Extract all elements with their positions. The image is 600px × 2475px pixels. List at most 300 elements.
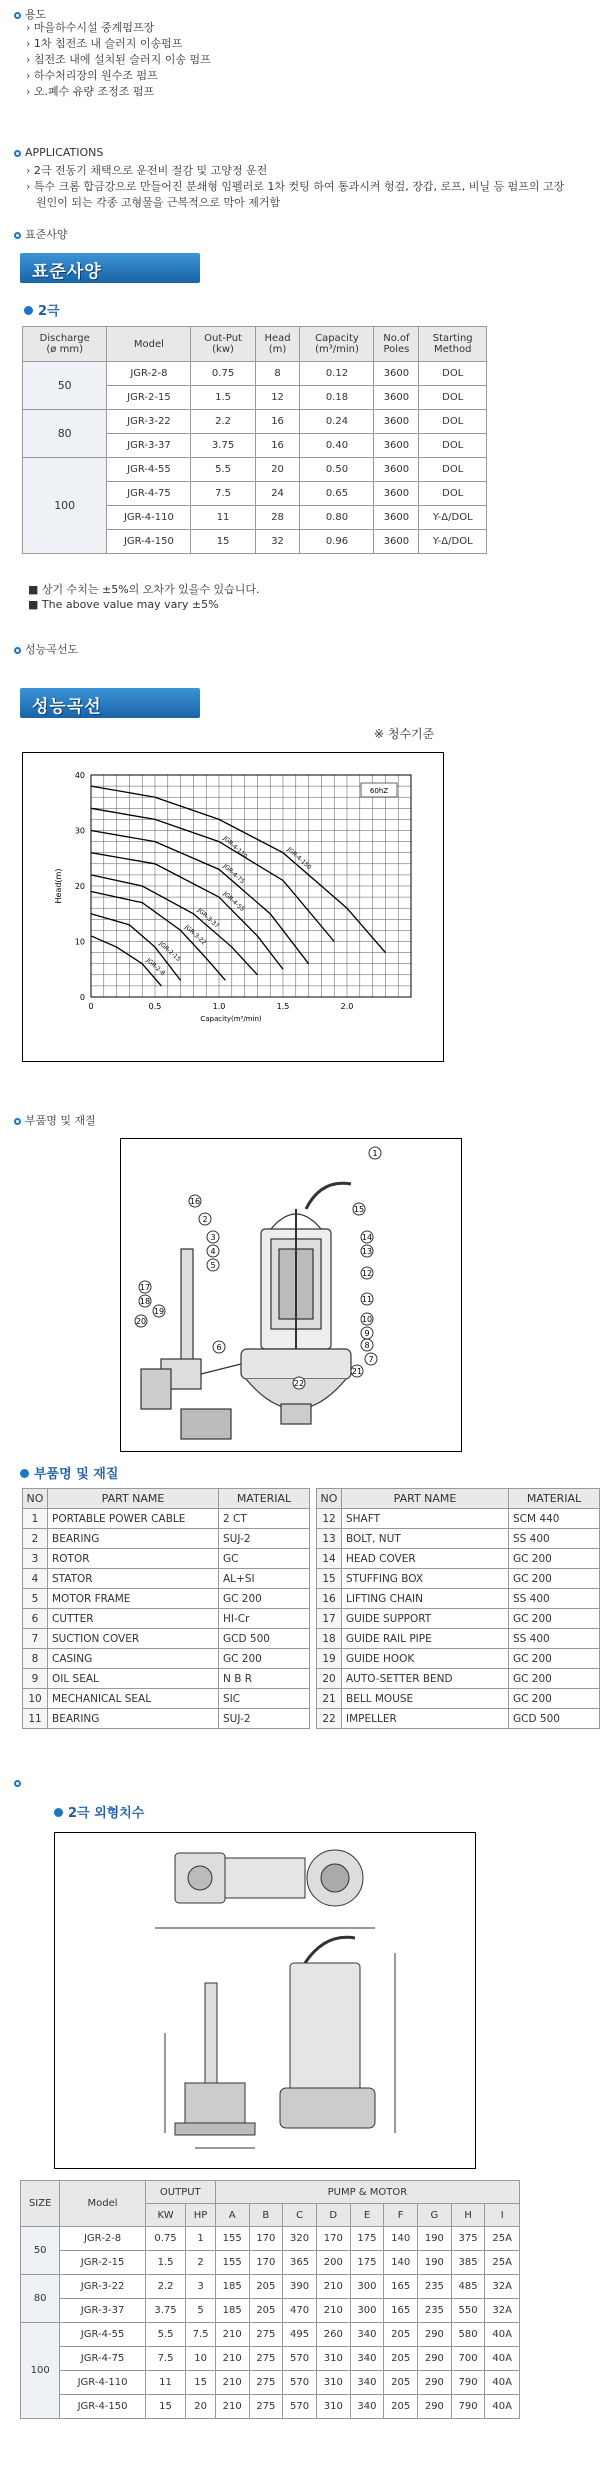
table-cell: ROTOR [48,1549,219,1569]
size-cell: 100 [21,2323,60,2419]
table-cell: 290 [418,2347,452,2371]
table-cell: 340 [350,2323,384,2347]
column-header: OUTPUT [145,2181,215,2204]
table-cell: 7.5 [145,2347,186,2371]
table-cell: PORTABLE POWER CABLE [48,1509,219,1529]
table-cell: 375 [451,2227,485,2251]
table-cell: 700 [451,2347,485,2371]
table-cell: 340 [350,2371,384,2395]
table-cell: 5 [23,1589,48,1609]
callout-number: 16 [189,1197,201,1206]
table-row [317,1569,600,1589]
x-tick-label: 1.5 [276,1002,290,1011]
table-cell: 290 [418,2371,452,2395]
column-header: H [451,2204,485,2227]
table-header-row [317,1489,600,1509]
table-cell: GC 200 [219,1589,310,1609]
table-cell: GC [219,1549,310,1569]
callout-number: 5 [210,1261,216,1270]
spec-table [22,326,487,554]
table-cell: OIL SEAL [48,1669,219,1689]
table-cell: 155 [215,2251,249,2275]
table-cell: 0.65 [300,482,374,506]
table-cell: 40A [485,2371,520,2395]
table-cell: 32A [485,2299,520,2323]
callout-number: 18 [139,1297,151,1306]
discharge-cell: 100 [23,458,107,554]
column-header: SIZE [21,2181,60,2227]
table-cell: GUIDE RAIL PIPE [342,1629,509,1649]
table-cell: JGR-2-8 [107,362,191,386]
table-cell: 32 [255,530,300,554]
table-row [23,1549,310,1569]
table-cell: 205 [384,2347,418,2371]
table-cell: DOL [419,458,487,482]
table-cell: 15 [191,530,255,554]
table-cell: 790 [451,2395,485,2419]
table-cell: GCD 500 [509,1709,600,1729]
column-header: KW [145,2204,186,2227]
dim-link [14,1776,25,1789]
table-cell: 40A [485,2323,520,2347]
table-cell: DOL [419,482,487,506]
table-cell: 3 [186,2275,215,2299]
table-cell: 1.5 [191,386,255,410]
table-cell: 210 [215,2347,249,2371]
x-tick-label: 0.5 [148,1002,162,1011]
table-cell: 3600 [374,434,419,458]
table-cell: 200 [316,2251,350,2275]
table-cell: 0.18 [300,386,374,410]
table-cell: JGR-4-150 [60,2395,145,2419]
table-row [23,1689,310,1709]
table-row [317,1589,600,1609]
series-label: JGR-4-55 [221,890,246,914]
table-cell: CASING [48,1649,219,1669]
table-cell: 210 [215,2371,249,2395]
table-cell: 210 [215,2323,249,2347]
table-cell: JGR-4-75 [107,482,191,506]
table-cell: 2.2 [191,410,255,434]
table-cell: JGR-4-110 [60,2371,145,2395]
table-row [23,458,487,482]
list-item: › 2극 전동기 채택으로 운전비 절감 및 고양정 운전 [26,163,600,179]
column-header: NO [23,1489,48,1509]
table-cell: 340 [350,2347,384,2371]
size-cell: 50 [21,2227,60,2275]
table-cell: 570 [283,2395,317,2419]
spec-notes: ■ 상기 수치는 ±5%의 오차가 있을수 있습니다. ■ The above value may vary ±5% [28,583,260,611]
table-cell: JGR-4-150 [107,530,191,554]
callout-number: 21 [351,1367,363,1376]
table-row [317,1689,600,1709]
table-cell: 25A [485,2227,520,2251]
table-cell: DOL [419,434,487,458]
table-cell: 175 [350,2251,384,2275]
table-row [23,410,487,434]
table-cell: 9 [23,1669,48,1689]
table-cell: BEARING [48,1529,219,1549]
table-row [21,2227,520,2251]
table-cell: 495 [283,2323,317,2347]
table-cell: 470 [283,2299,317,2323]
table-cell: 11 [23,1709,48,1729]
dimension-drawing [55,1833,475,2168]
table-cell: GC 200 [219,1649,310,1669]
table-cell: GUIDE HOOK [342,1649,509,1669]
table-cell: 0.96 [300,530,374,554]
dot-icon [54,1808,63,1817]
table-cell: 165 [384,2275,418,2299]
table-cell: 190 [418,2227,452,2251]
table-cell: CUTTER [48,1609,219,1629]
table-cell: DOL [419,410,487,434]
table-cell: 340 [350,2395,384,2419]
table-cell: 4 [23,1569,48,1589]
table-cell: 8 [255,362,300,386]
table-cell: 275 [249,2395,283,2419]
table-cell: 310 [316,2347,350,2371]
column-header: A [215,2204,249,2227]
table-row [317,1549,600,1569]
callout-number: 17 [139,1283,151,1292]
curve-link[interactable]: 성능곡선도 [14,641,78,657]
table-cell: 210 [316,2299,350,2323]
table-cell: 300 [350,2275,384,2299]
y-tick-label: 30 [74,826,85,836]
table-row [21,2251,520,2275]
table-cell: 385 [451,2251,485,2275]
list-item: › 오.폐수 유량 조정조 펌프 [26,84,211,100]
curve-banner: 성능곡선 [20,688,200,718]
table-cell: BOLT, NUT [342,1529,509,1549]
callout-number: 19 [153,1307,165,1316]
callout-number: 3 [210,1233,216,1242]
table-cell: AUTO-SETTER BEND [342,1669,509,1689]
table-cell: LIFTING CHAIN [342,1589,509,1609]
table-cell: 24 [255,482,300,506]
table-row [21,2347,520,2371]
series-line [91,786,385,953]
table-row [317,1709,600,1729]
table-cell: JGR-3-22 [60,2275,145,2299]
y-tick-label: 10 [74,937,85,947]
table-cell: 210 [215,2395,249,2419]
table-row [317,1649,600,1669]
column-header: C [283,2204,317,2227]
column-header: Model [107,327,191,362]
table-cell: Y-Δ/DOL [419,506,487,530]
parts-table-left [22,1488,310,1729]
callout-number: 11 [361,1295,373,1304]
table-cell: 5 [186,2299,215,2323]
table-cell: JGR-4-110 [107,506,191,530]
table-cell: 32A [485,2275,520,2299]
table-cell: DOL [419,386,487,410]
table-cell: HEAD COVER [342,1549,509,1569]
table-cell: 0.75 [191,362,255,386]
table-cell: 40A [485,2395,520,2419]
table-cell: 290 [418,2323,452,2347]
table-cell: 275 [249,2371,283,2395]
table-cell: 17 [317,1609,342,1629]
table-cell: 20 [317,1669,342,1689]
table-cell: 170 [316,2227,350,2251]
table-cell: 1.5 [145,2251,186,2275]
table-cell: SS 400 [509,1589,600,1609]
table-cell: 0.80 [300,506,374,530]
y-tick-label: 20 [74,882,85,891]
table-row [317,1629,600,1649]
column-header: D [316,2204,350,2227]
performance-chart-frame [22,752,444,1062]
table-cell: JGR-4-55 [60,2323,145,2347]
table-cell: 205 [249,2299,283,2323]
table-cell: MOTOR FRAME [48,1589,219,1609]
table-cell: JGR-3-37 [107,434,191,458]
table-cell: JGR-4-55 [107,458,191,482]
parts-link[interactable]: 부품명 및 재질 [14,1112,96,1128]
table-cell: 3600 [374,482,419,506]
table-cell: 140 [384,2227,418,2251]
column-header: F [384,2204,418,2227]
table-cell: 3600 [374,362,419,386]
table-cell: GCD 500 [219,1629,310,1649]
table-cell: 2 [23,1529,48,1549]
column-header: Head (m) [255,327,300,362]
table-cell: 0.50 [300,458,374,482]
table-cell: 175 [350,2227,384,2251]
performance-chart [23,753,443,1061]
table-cell: 15 [317,1569,342,1589]
spec-subhead: 2극 [24,300,60,319]
pump-section-diagram [121,1139,461,1451]
table-cell: IMPELLER [342,1709,509,1729]
circle-bullet-icon [14,1780,21,1787]
table-cell: 3.75 [191,434,255,458]
table-cell: 5.5 [145,2323,186,2347]
table-cell: 290 [418,2395,452,2419]
table-row [23,1709,310,1729]
table-header-row [23,1489,310,1509]
table-cell: 15 [186,2371,215,2395]
table-cell: 21 [317,1689,342,1709]
list-item: 원인이 되는 각종 고형물을 근복적으로 막아 제거함 [36,196,281,209]
table-cell: 1 [23,1509,48,1529]
column-header: No.of Poles [374,327,419,362]
table-cell: 7.5 [186,2323,215,2347]
table-cell: 5.5 [191,458,255,482]
table-cell: 390 [283,2275,317,2299]
dimension-table [20,2180,520,2419]
table-cell: 235 [418,2299,452,2323]
table-cell: 485 [451,2275,485,2299]
table-cell: 12 [255,386,300,410]
table-cell: BELL MOUSE [342,1689,509,1709]
table-row [23,1569,310,1589]
list-item: › 하수처리장의 원수조 펌프 [26,68,211,84]
spec-banner: 표준사양 [20,253,200,283]
callout-number: 22 [293,1379,305,1388]
table-cell: 3 [23,1549,48,1569]
table-row [23,1529,310,1549]
table-cell: SS 400 [509,1629,600,1649]
table-cell: 15 [145,2395,186,2419]
discharge-cell: 50 [23,362,107,410]
table-cell: JGR-2-15 [60,2251,145,2275]
callout-number: 14 [361,1233,373,1242]
table-row [21,2323,520,2347]
table-cell: SUJ-2 [219,1709,310,1729]
table-row [21,2275,520,2299]
column-header: Starting Method [419,327,487,362]
curve-note: ※ 청수기준 [374,727,435,741]
circle-bullet-icon [14,12,21,19]
table-cell: 570 [283,2347,317,2371]
table-cell: N B R [219,1669,310,1689]
table-cell: 0.75 [145,2227,186,2251]
x-tick-label: 1.0 [212,1002,226,1011]
table-cell: 19 [317,1649,342,1669]
series-label: JGR-4-150 [285,845,313,872]
table-row [21,2299,520,2323]
table-cell: MECHANICAL SEAL [48,1689,219,1709]
circle-bullet-icon [14,150,21,157]
pump-section-frame [120,1138,462,1452]
table-cell: 260 [316,2323,350,2347]
callout-number: 6 [216,1343,222,1352]
callout-number: 12 [361,1269,373,1278]
table-cell: 16 [255,434,300,458]
table-row [23,1629,310,1649]
table-cell: 20 [186,2395,215,2419]
applications-list [26,163,600,211]
table-cell: 16 [317,1589,342,1609]
column-header: HP [186,2204,215,2227]
spec-link[interactable]: 표준사양 [14,226,68,242]
table-cell: JGR-3-22 [107,410,191,434]
table-cell: 790 [451,2371,485,2395]
table-cell: GC 200 [509,1689,600,1709]
table-cell: SIC [219,1689,310,1709]
x-tick-label: 0 [88,1002,94,1011]
table-cell: SS 400 [509,1529,600,1549]
dot-icon [24,306,33,315]
series-label: JGR-4-110 [221,834,249,861]
table-cell: 310 [316,2395,350,2419]
table-cell: 205 [249,2275,283,2299]
list-item: › 특수 크롬 합금강으로 만들어진 분쇄형 임펠러로 1차 컷팅 하여 통과시켜 헝겊, 장갑, 로프, 비닐 등 펌프의 고장 [26,179,600,195]
table-cell: 28 [255,506,300,530]
table-cell: 0.12 [300,362,374,386]
parts-subhead: 부품명 및 재질 [20,1463,118,1482]
table-cell: 2 [186,2251,215,2275]
table-cell: JGR-3-37 [60,2299,145,2323]
callout-number: 4 [210,1247,216,1256]
annotation-label: 60hZ [369,787,389,795]
table-cell: 14 [317,1549,342,1569]
table-cell: GC 200 [509,1549,600,1569]
table-cell: 22 [317,1709,342,1729]
table-cell: 205 [384,2371,418,2395]
callout-number: 15 [353,1205,365,1214]
table-cell: 155 [215,2227,249,2251]
table-cell: 13 [317,1529,342,1549]
table-cell: SUCTION COVER [48,1629,219,1649]
table-cell: 7.5 [191,482,255,506]
column-header: PART NAME [48,1489,219,1509]
circle-bullet-icon [14,1118,21,1125]
table-cell: JGR-4-75 [60,2347,145,2371]
table-cell: 7 [23,1629,48,1649]
table-cell: 40A [485,2347,520,2371]
table-cell: 3600 [374,410,419,434]
circle-bullet-icon [14,647,21,654]
column-header: Out-Put (kw) [191,327,255,362]
list-item: › 마을하수시설 중계펌프장 [26,20,211,36]
table-cell: 11 [191,506,255,530]
table-cell: 3600 [374,530,419,554]
table-cell: STUFFING BOX [342,1569,509,1589]
table-cell: 205 [384,2395,418,2419]
table-cell: HI-Cr [219,1609,310,1629]
callout-number: 1 [372,1149,378,1158]
table-cell: 10 [186,2347,215,2371]
table-cell: 205 [384,2323,418,2347]
table-row [23,362,487,386]
column-header: G [418,2204,452,2227]
table-cell: 3600 [374,386,419,410]
discharge-cell: 80 [23,410,107,458]
table-cell: JGR-2-15 [107,386,191,410]
table-cell: GC 200 [509,1669,600,1689]
dim-subhead: 2극 외형치수 [54,1802,144,1821]
table-cell: 275 [249,2347,283,2371]
table-cell: SUJ-2 [219,1529,310,1549]
table-cell: 3.75 [145,2299,186,2323]
column-header: Model [60,2181,145,2227]
column-header: PUMP & MOTOR [215,2181,519,2204]
table-row [23,1509,310,1529]
dimension-drawing-frame [54,1832,476,2169]
usage-label: 용도 [14,6,46,22]
table-cell: 18 [317,1629,342,1649]
column-header: NO [317,1489,342,1509]
table-row [23,1669,310,1689]
table-cell: SHAFT [342,1509,509,1529]
y-tick-label: 40 [74,771,85,780]
callout-number: 20 [135,1317,147,1326]
table-cell: 3600 [374,458,419,482]
y-tick-label: 0 [79,993,85,1002]
table-row [21,2395,520,2419]
callout-number: 9 [364,1329,370,1338]
table-cell: 580 [451,2323,485,2347]
usage-list [26,20,211,100]
table-row [23,1609,310,1629]
column-header: MATERIAL [509,1489,600,1509]
column-header: PART NAME [342,1489,509,1509]
table-header-row [23,327,487,362]
table-cell: 2.2 [145,2275,186,2299]
table-cell: SCM 440 [509,1509,600,1529]
table-cell: GC 200 [509,1609,600,1629]
table-cell: 1 [186,2227,215,2251]
callout-number: 7 [368,1355,374,1364]
table-cell: 0.40 [300,434,374,458]
column-header: Capacity (m³/min) [300,327,374,362]
table-cell: GC 200 [509,1649,600,1669]
